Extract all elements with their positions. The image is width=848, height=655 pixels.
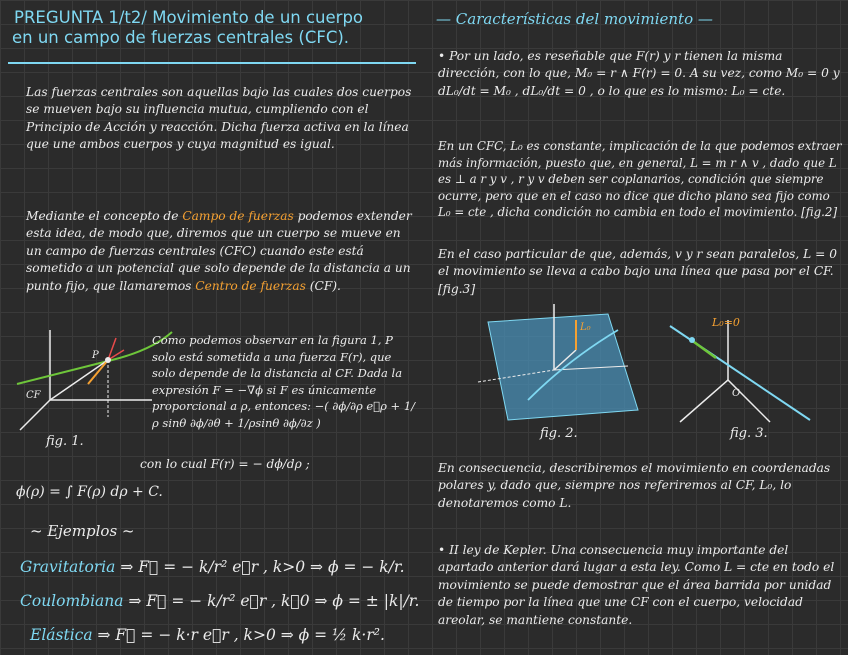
example-elastica <box>30 626 385 644</box>
fig2-label: fig. 2. <box>540 426 578 441</box>
example-name: Coulombiana <box>20 592 124 610</box>
examples-heading: ~ Ejemplos ~ <box>30 522 135 540</box>
force-result: con lo cual F(r) = − dϕ/dρ ; <box>140 457 310 471</box>
title-line-1: PREGUNTA 1/t2/ Movimiento de un cuerpo <box>14 8 364 27</box>
intro-paragraph: Las fuerzas centrales son aquellas bajo las cuales dos cuerpos se mueven bajo su influencia mutua, cumpliendo con el Principio de Acción y reacción. Dicha fuerza activa en la línea que une ambos cuerpos y cuya magnitud es igual. <box>26 85 412 152</box>
example-formula: ⇒ F⃗ = − k·r e⃗r , k>0 ⇒ ϕ = ½ k·r². <box>97 626 385 644</box>
potential-formula: ϕ(ρ) = ∫ F(ρ) dρ + C. <box>16 484 163 500</box>
field-text-b: podemos extender esta idea, de modo que, diremos que un cuerpo se mueve en un campo de fuerzas centrales (CFC) cuando este está sometido a un potencial que solo depende de la distancia a un punto fijo, que llamaremos <box>26 209 412 293</box>
example-formula: ⇒ F⃗ = − k/r² e⃗r , k≷0 ⇒ ϕ = ± |k|/r. <box>128 592 420 610</box>
fig3-v-vector <box>694 342 716 358</box>
field-text-a: Mediante el concepto de <box>26 209 183 223</box>
parallel-paragraph: En el caso particular de que, además, v y r sean paralelos, L = 0 el movimiento se lleva a cabo bajo una línea que pasa por el CF. [fig.3] <box>438 247 837 296</box>
fig1-cf-label: CF <box>26 390 41 401</box>
fig3-o-label: O <box>732 388 741 399</box>
title-line-2: en un campo de fuerzas centrales (CFC). <box>12 28 350 47</box>
figure-3 <box>660 310 840 430</box>
kepler-paragraph: • II ley de Kepler. Una consecuencia muy importante del apartado anterior dará lugar a esta ley. Como L = cte en todo el movimiento se puede demostrar que el área barrida por unidad de tiempo por la línea que une CF con el cuerpo, velocidad areolar, se mantiene constante. <box>438 543 835 627</box>
polar-paragraph: En consecuencia, describiremos el movimiento en coordenadas polares y, dado que, siempre nos referiremos al CF, L₀, lo denotaremos como L. <box>438 461 831 510</box>
fig2-l-label: L₀ <box>580 322 591 333</box>
section-heading: — Características del movimiento — <box>436 10 713 28</box>
highlight-campo-fuerzas: Campo de fuerzas <box>182 209 294 223</box>
fig1-label: fig. 1. <box>46 434 84 449</box>
example-name: Elástica <box>30 626 93 644</box>
field-paragraph <box>26 208 412 295</box>
fig1-point-p <box>105 357 111 363</box>
fig3-y-axis <box>680 380 728 422</box>
fig1-radius <box>50 360 108 400</box>
field-text-c: (CF). <box>305 278 341 293</box>
figure-explanation: Como podemos observar en la figura 1, P solo está sometida a una fuerza F(r), que solo depende de la distancia al CF. Dada la expresión F = −∇ϕ si F es únicamente proporcional a ρ, entonces: −( ∂ϕ/∂ρ e⃗ρ + 1/ρ sinθ ∂ϕ/∂θ + 1/ρsinθ ∂ϕ/∂z ) <box>152 333 416 430</box>
direction-paragraph: • Por un lado, es reseñable que F(r) y r tienen la misma dirección, con lo que, M₀ = r ∧ F(r) = 0. A su vez, como M₀ = 0 y dL₀/dt = M₀ , dL₀/dt = 0 , o lo que es lo mismo: L₀ = cte. <box>438 49 840 98</box>
example-formula: ⇒ F⃗ = − k/r² e⃗r , k>0 ⇒ ϕ = − k/r. <box>120 558 405 576</box>
fig1-x-axis <box>20 400 50 430</box>
fig3-label: fig. 3. <box>730 426 768 441</box>
example-name: Gravitatoria <box>20 558 116 576</box>
fig3-l-label: L₀=0 <box>712 316 740 329</box>
example-gravitatoria <box>20 558 405 576</box>
fig3-point <box>689 337 695 343</box>
fig3-x-axis <box>728 380 770 422</box>
example-coulombiana <box>20 592 419 610</box>
title-underline <box>8 62 416 64</box>
coplanar-paragraph: En un CFC, L₀ es constante, implicación de la que podemos extraer más información, puesto que, en general, L = m r ∧ v , dado que L es ⊥ a r y v , r y v deben ser coplanarios, condición que siempre ocurre, pero que en el caso no dice que dicho plano sea fijo como L₀ = cte , dicha condición no cambia en todo el movimiento. [fig.2] <box>438 139 842 220</box>
fig1-p-label: P <box>92 350 99 361</box>
highlight-centro-fuerzas: Centro de fuerzas <box>195 278 306 293</box>
page-title <box>14 8 414 48</box>
figure-2 <box>458 300 648 430</box>
